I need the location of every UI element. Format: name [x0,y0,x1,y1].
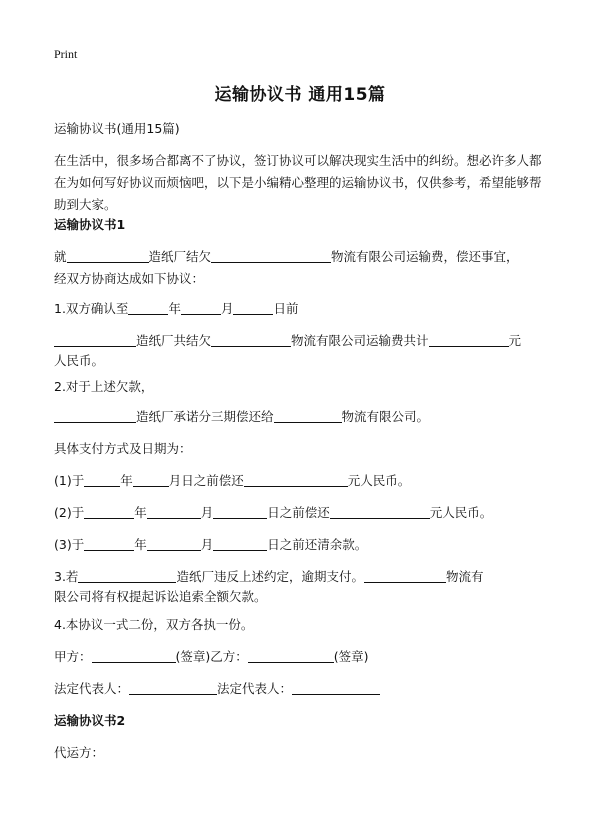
representative-line [54,678,554,700]
text-fragment: 日之前偿还 [267,505,330,520]
text-fragment: 月 [220,301,234,316]
text-fragment: 造纸厂共结欠 [136,333,212,348]
blank-field [330,504,430,519]
text-fragment: 日之前还清余款。 [267,537,368,552]
line-7 [54,406,554,428]
section-1-heading: 运输协议书1 [54,217,126,232]
blank-field [244,472,348,487]
intro-paragraph: 在生活中，很多场合都离不了协议，签订协议可以解决现实生活中的纠纷。想必许多人都在为如何写好协议而烦恼吧，以下是小编精心整理的运输协议书，仅供参考，希望能够帮助到大家。 [54,153,542,212]
blank-field [233,300,273,315]
text-fragment: 造纸厂违反上述约定，逾期支付。 [176,569,364,584]
text-fragment: (2)于 [54,505,85,520]
blank-field [84,472,120,487]
line-8: 具体支付方式及日期为： [54,441,192,456]
text-fragment: (签章) [333,649,369,664]
page-title: 运输协议书 通用15篇 [214,85,386,105]
blank-field [274,408,342,423]
text-fragment: 年 [120,473,133,488]
blank-field [213,504,267,519]
blank-field [292,680,380,695]
text-fragment: (签章)乙方： [175,649,248,664]
text-fragment: 日前 [273,301,299,316]
text-fragment: 造纸厂承诺分三期偿还给 [136,409,274,424]
text-fragment: 月日之前偿还 [168,473,244,488]
text-fragment: 甲方： [54,649,92,664]
subtitle: 运输协议书(通用15篇) [54,121,180,136]
text-fragment: 物流有限公司运输费共计 [291,333,429,348]
line-9 [54,470,554,492]
text-fragment: 年 [134,537,147,552]
text-fragment: (3)于 [54,537,85,552]
blank-field [84,504,134,519]
line-13: 限公司将有权提起诉讼追索全额欠款。 [54,589,267,604]
line-11 [54,534,554,556]
print-label[interactable]: Print [54,47,78,61]
blank-field [84,536,134,551]
line-5: 人民币。 [54,353,105,368]
text-fragment: 物流有限公司运输费，偿还事宜， [331,249,519,264]
text-fragment: 年 [168,301,181,316]
line-2: 经双方协商达成如下协议： [54,271,205,286]
blank-field [429,332,509,347]
blank-field [54,408,136,423]
blank-field [147,504,201,519]
blank-field [54,332,136,347]
blank-field [78,568,176,583]
blank-field [67,248,149,263]
text-fragment: 造纸厂结欠 [148,249,212,264]
text-fragment: (1)于 [54,473,85,488]
line-6: 2.对于上述欠款， [54,379,154,394]
text-fragment: 年 [134,505,147,520]
blank-field [181,300,221,315]
blank-field [211,332,291,347]
line-1 [54,246,554,268]
last-line: 代运方： [54,745,105,760]
text-fragment: 3.若 [54,569,79,584]
text-fragment: 1.双方确认至 [54,301,129,316]
line-4 [54,330,554,352]
text-fragment: 元人民币。 [429,505,493,520]
blank-field [133,472,169,487]
blank-field [248,648,334,663]
line-12 [54,566,554,588]
text-fragment: 元 [508,333,522,348]
section-2-heading: 运输协议书2 [54,713,126,728]
line-10 [54,502,554,524]
text-fragment: 月 [200,537,214,552]
text-fragment: 月 [200,505,214,520]
blank-field [129,680,217,695]
blank-field [211,248,331,263]
blank-field [147,536,201,551]
blank-field [92,648,176,663]
blank-field [364,568,446,583]
text-fragment: 元人民币。 [347,473,411,488]
blank-field [213,536,267,551]
line-3 [54,298,554,320]
text-fragment: 就 [54,249,67,264]
text-fragment: 法定代表人： [217,681,293,696]
text-fragment: 法定代表人： [54,681,130,696]
blank-field [128,300,168,315]
text-fragment: 物流有 [445,569,484,584]
signature-line [54,646,554,668]
text-fragment: 物流有限公司。 [341,409,430,424]
line-14: 4.本协议一式二份，双方各执一份。 [54,617,254,632]
